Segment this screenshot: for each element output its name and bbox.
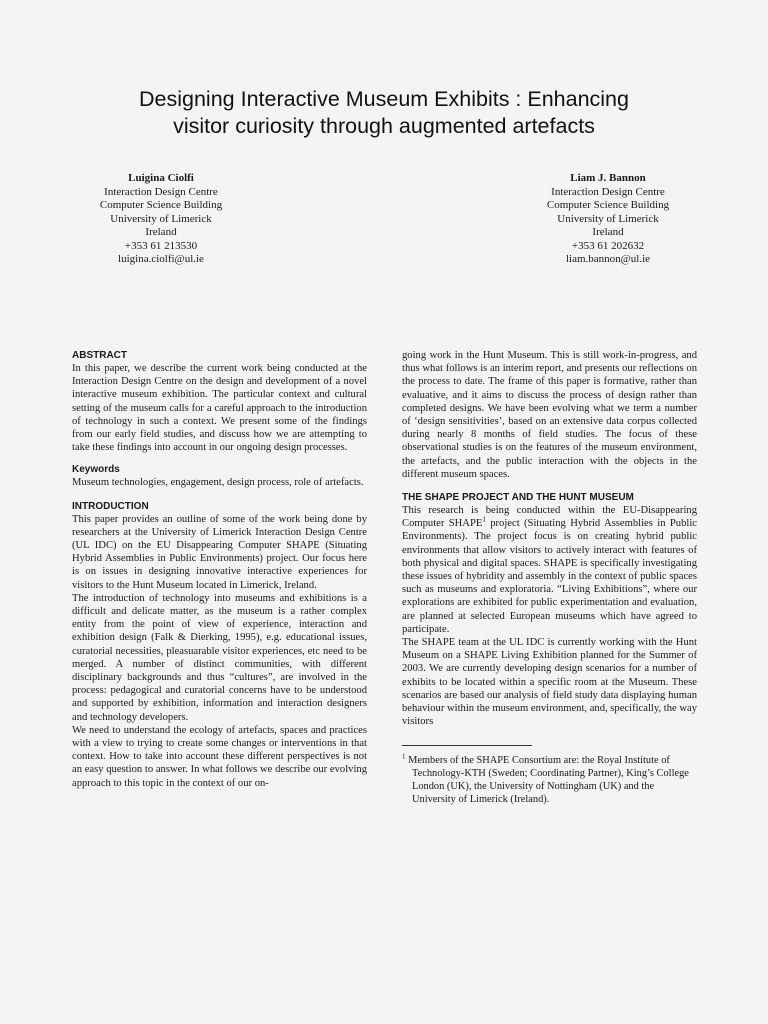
author-affiliation: Interaction Design Centre [551, 185, 665, 198]
footnote-number: 1 [402, 753, 406, 762]
author-country: Ireland [592, 226, 624, 238]
right-column [402, 349, 697, 806]
shape-paragraph-1 [402, 504, 697, 636]
author-name: Luigina Ciolfi [128, 172, 194, 184]
footnote [402, 754, 697, 806]
author-university: University of Limerick [110, 212, 212, 225]
author-phone: +353 61 213530 [124, 239, 198, 252]
abstract-heading: ABSTRACT [72, 350, 127, 361]
footnote-text: Members of the SHAPE Consortium are: the Royal Institute of Technology-KTH (Sweden; Coordinating Partner), King’s College London (UK), the University of Nottingham (UK) and the University of Limerick (Ireland). [405, 755, 689, 806]
intro-continued-text: going work in the Hunt Museum. This is still work-in-progress, and thus what follows is an interim report, and presents our reflections on the process to date. The frame of this paper is formative, rather than evaluative, and it aims to discuss the process of design rather than completed designs. We have been evolving what we term a number of ‘design sensitivities’, based on an extensive data corpus collected during nearly 8 months of field studies. The focus of these observational studies is on the features of the museum environment, the artefacts, and the public interaction with the objects in the different museum spaces. [402, 350, 697, 480]
author-affiliation: Interaction Design Centre [104, 185, 218, 198]
shape-p1-text: This research is being conducted within the EU-Disappearing Computer SHAPE [402, 505, 697, 530]
author-email: liam.bannon@ul.ie [565, 253, 651, 265]
intro-paragraph: This paper provides an outline of some of the work being done by researchers at the University of Limerick Interaction Design Centre (UL IDC) on the EU Disappearing Computer SHAPE (Situating Hybrid Assemblies in Public Environments) project. Our focus here is on issues in designing innovative interactive experiences for visitors to the Hunt Museum located in Limerick, Ireland. [72, 513, 367, 591]
shape-section-heading: THE SHAPE PROJECT AND THE HUNT MUSEUM [402, 492, 634, 504]
paper-title [40, 86, 728, 140]
keywords-heading: Keywords [72, 464, 120, 476]
author-email: luigina.ciolfi@ul.ie [118, 253, 204, 265]
keywords-text: Museum technologies, engagement, design process, role of artefacts. [72, 477, 364, 489]
shape-paragraph-2: The SHAPE team at the UL IDC is currently working with the Hunt Museum on a SHAPE Living Exhibition planned for the Summer of 2003. We are currently developing design scenarios for a number of exhibits to be located within a specific room at the Museum. These scenarios are based our analysis of field study data displaying human behaviour within the museum environment, and, specifically, the way visitors [402, 637, 697, 728]
author-phone: +353 61 202632 [571, 239, 645, 252]
footnote-divider [402, 745, 532, 746]
author-name: Liam J. Bannon [570, 172, 646, 184]
author-block-ciolfi [41, 172, 281, 267]
intro-paragraph: We need to understand the ecology of artefacts, spaces and practices with a view to trying to create some changes or interventions in that context. How to take into account these different perspectives is not an easy question to answer. In what follows we describe our evolving approach to this topic in the context of our on- [72, 724, 367, 789]
left-column [72, 349, 367, 790]
author-university: University of Limerick [557, 212, 659, 225]
title-line-1: Designing Interactive Museum Exhibits : Enhancing [139, 87, 629, 111]
author-block-bannon [488, 172, 728, 267]
intro-paragraph: The introduction of technology into museums and exhibitions is a difficult and delicate matter, as the museum is a rather complex entity from the point of view of experience, interaction and exhibition design (Falk & Dierking, 1995), e.g. educational issues, curatorial necessities, pleasuarable visitor experiences, etc need to be merged. A number of distinct communities, with different disciplinary backgrounds and thus “cultures”, are involved in the process: pedagogical and curatorial concerns have to be understood and supported by exhibition, information and interaction designers and technology developers. [72, 592, 367, 723]
introduction-heading: INTRODUCTION [72, 500, 149, 512]
author-building: Computer Science Building [546, 199, 670, 211]
author-country: Ireland [145, 226, 177, 238]
title-line-2: visitor curiosity through augmented artefacts [173, 114, 595, 138]
author-building: Computer Science Building [99, 199, 223, 211]
shape-p1-text-cont: project (Situating Hybrid Assemblies in Public Environments). The project focus is on creating hybrid public environments that allow visitors to actively interact with features of both physical and digital spaces. SHAPE is specifically investigating these issues of hybridity and assembly in the context of public spaces such as museums and exploratoria. “Living Exhibitions”, where our explorations are exhibited for public experimentation and evaluation, are planned at selected European museums which have agreed to participate. [402, 518, 697, 635]
footnote-marker: 1 [482, 515, 486, 524]
abstract-text: In this paper, we describe the current work being conducted at the Interaction Design Centre on the design and development of a novel interactive museum exhibition. The particular context and cultural setting of the museum calls for a careful approach to the introduction of technology in such a context. We present some of the findings from our early field studies, and discuss how we are attempting to take these findings into account in our ongoing design processes. [72, 363, 367, 454]
